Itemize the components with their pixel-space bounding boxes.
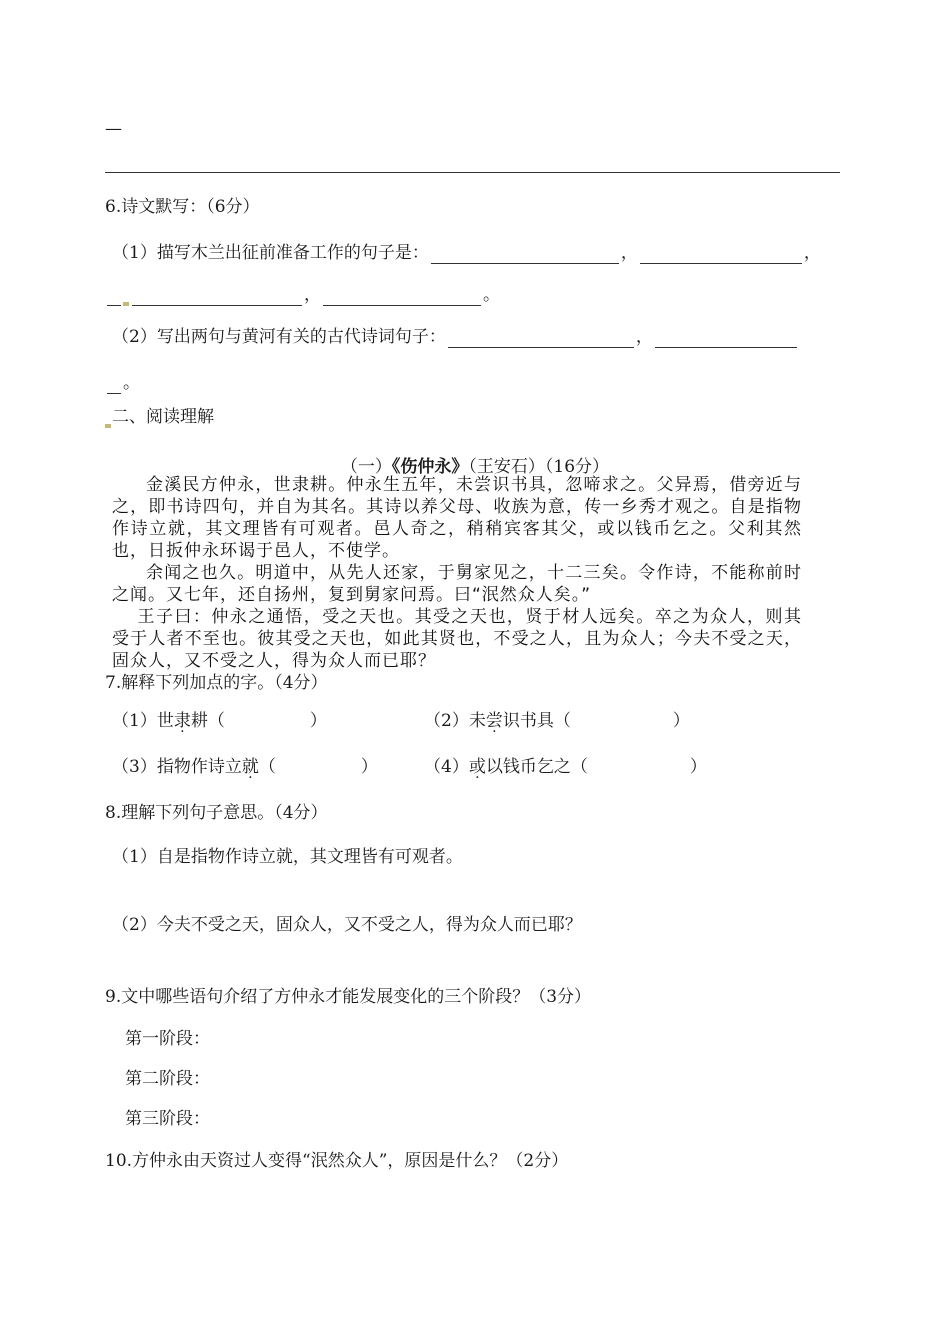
q7-item4 <box>424 756 707 778</box>
section-title: 二、阅读理解 <box>112 407 214 427</box>
q10-title: 10.方仲永由天资过人变得“泯然众人”，原因是什么？（2分） <box>105 1151 569 1171</box>
q6-item2-cont <box>105 372 140 394</box>
dotted-char: 尝 <box>485 711 503 731</box>
q6-item1 <box>112 242 821 264</box>
passage-author: （王安石）（16分） <box>468 457 610 477</box>
top-dash: — <box>105 119 122 139</box>
section-heading <box>105 406 214 428</box>
fill-blank[interactable] <box>640 247 802 264</box>
fill-blank[interactable] <box>132 289 302 306</box>
edit-marker-icon <box>105 424 111 428</box>
q6-item1-lead: （1）描写木兰出征前准备工作的句子是： <box>112 243 429 263</box>
fill-blank[interactable] <box>431 247 619 264</box>
q7-text: （2）未 <box>424 711 486 731</box>
q7-text: （3）指物作诗立 <box>112 757 242 777</box>
dotted-char: 或 <box>468 757 486 777</box>
fill-blank[interactable] <box>107 377 121 394</box>
period: 。 <box>123 373 140 393</box>
fill-blank[interactable] <box>323 289 481 306</box>
fill-blank[interactable] <box>655 331 797 348</box>
answer-rule <box>105 172 840 173</box>
passage-name: 《伤仲永》 <box>391 457 469 477</box>
passage-paragraph: 金溪民方仲永，世隶耕。仲永生五年，未尝识书具，忽啼求之。父异焉，借旁近与之，即书诗四句，并自为其名。其诗以养父母、收族为意，传一乡秀才观之。自是指物作诗立就，其文理皆有可观者。邑人奇之，稍稍宾客其父，或以钱币乞之。父利其然也，日扳仲永环谒于邑人，不使学。 <box>112 475 802 561</box>
comma: ， <box>635 327 653 347</box>
passage-text <box>112 474 802 672</box>
q6-item2 <box>112 326 799 348</box>
q9-stage2: 第二阶段： <box>125 1069 210 1089</box>
comma: ， <box>304 285 321 305</box>
dotted-char: 就 <box>241 757 259 777</box>
passage-paragraph: 王子曰：仲永之通悟，受之天也。其受之天也，贤于材人远矣。卒之为众人，则其受于人者不至也。彼其受之天也，如此其贤也，不受之人，且为众人；今夫不受之天，固众人，又不受之人，得为众人而已耶？ <box>112 607 802 671</box>
q6-item2-lead: （2）写出两句与黄河有关的古代诗词句子： <box>112 327 446 347</box>
dotted-char: 隶 <box>173 711 191 731</box>
edit-marker-icon <box>123 302 129 306</box>
comma: ， <box>620 243 638 263</box>
q7-item1 <box>112 710 327 732</box>
q8-sentence1: （1）自是指物作诗立就，其文理皆有可观者。 <box>112 847 463 867</box>
q7-text: 以钱币乞之（ ） <box>485 757 707 777</box>
passage-paragraph: 余闻之也久。明道中，从先人还家，于舅家见之，十二三矣。令作诗，不能称前时之闻。又七年，还自扬州，复到舅家问焉。曰“泯然众人矣。” <box>112 563 802 605</box>
q6-title: 6.诗文默写：（6分） <box>105 197 260 217</box>
q7-item2 <box>424 710 690 732</box>
q7-text: （1）世 <box>112 711 174 731</box>
q7-text: 识书具（ ） <box>502 711 690 731</box>
q9-title: 9.文中哪些语句介绍了方仲永才能发展变化的三个阶段？（3分） <box>105 987 592 1007</box>
fill-blank[interactable] <box>448 331 634 348</box>
q7-title: 7.解释下列加点的字。（4分） <box>105 673 328 693</box>
comma: ， <box>803 243 821 263</box>
q7-item3 <box>112 756 378 778</box>
fill-blank[interactable] <box>107 289 121 306</box>
q7-text: 耕（ ） <box>190 711 327 731</box>
q7-text: （4） <box>424 757 469 777</box>
q6-item1-cont <box>105 284 500 306</box>
q9-stage3: 第三阶段： <box>125 1109 210 1129</box>
q8-title: 8.理解下列句子意思。（4分） <box>105 803 328 823</box>
period: 。 <box>483 285 500 305</box>
passage-number: （一） <box>340 457 392 477</box>
q7-text: （ ） <box>258 757 378 777</box>
q9-stage1: 第一阶段： <box>125 1029 210 1049</box>
q8-sentence2: （2）今夫不受之天，固众人，又不受之人，得为众人而已耶？ <box>112 915 582 935</box>
